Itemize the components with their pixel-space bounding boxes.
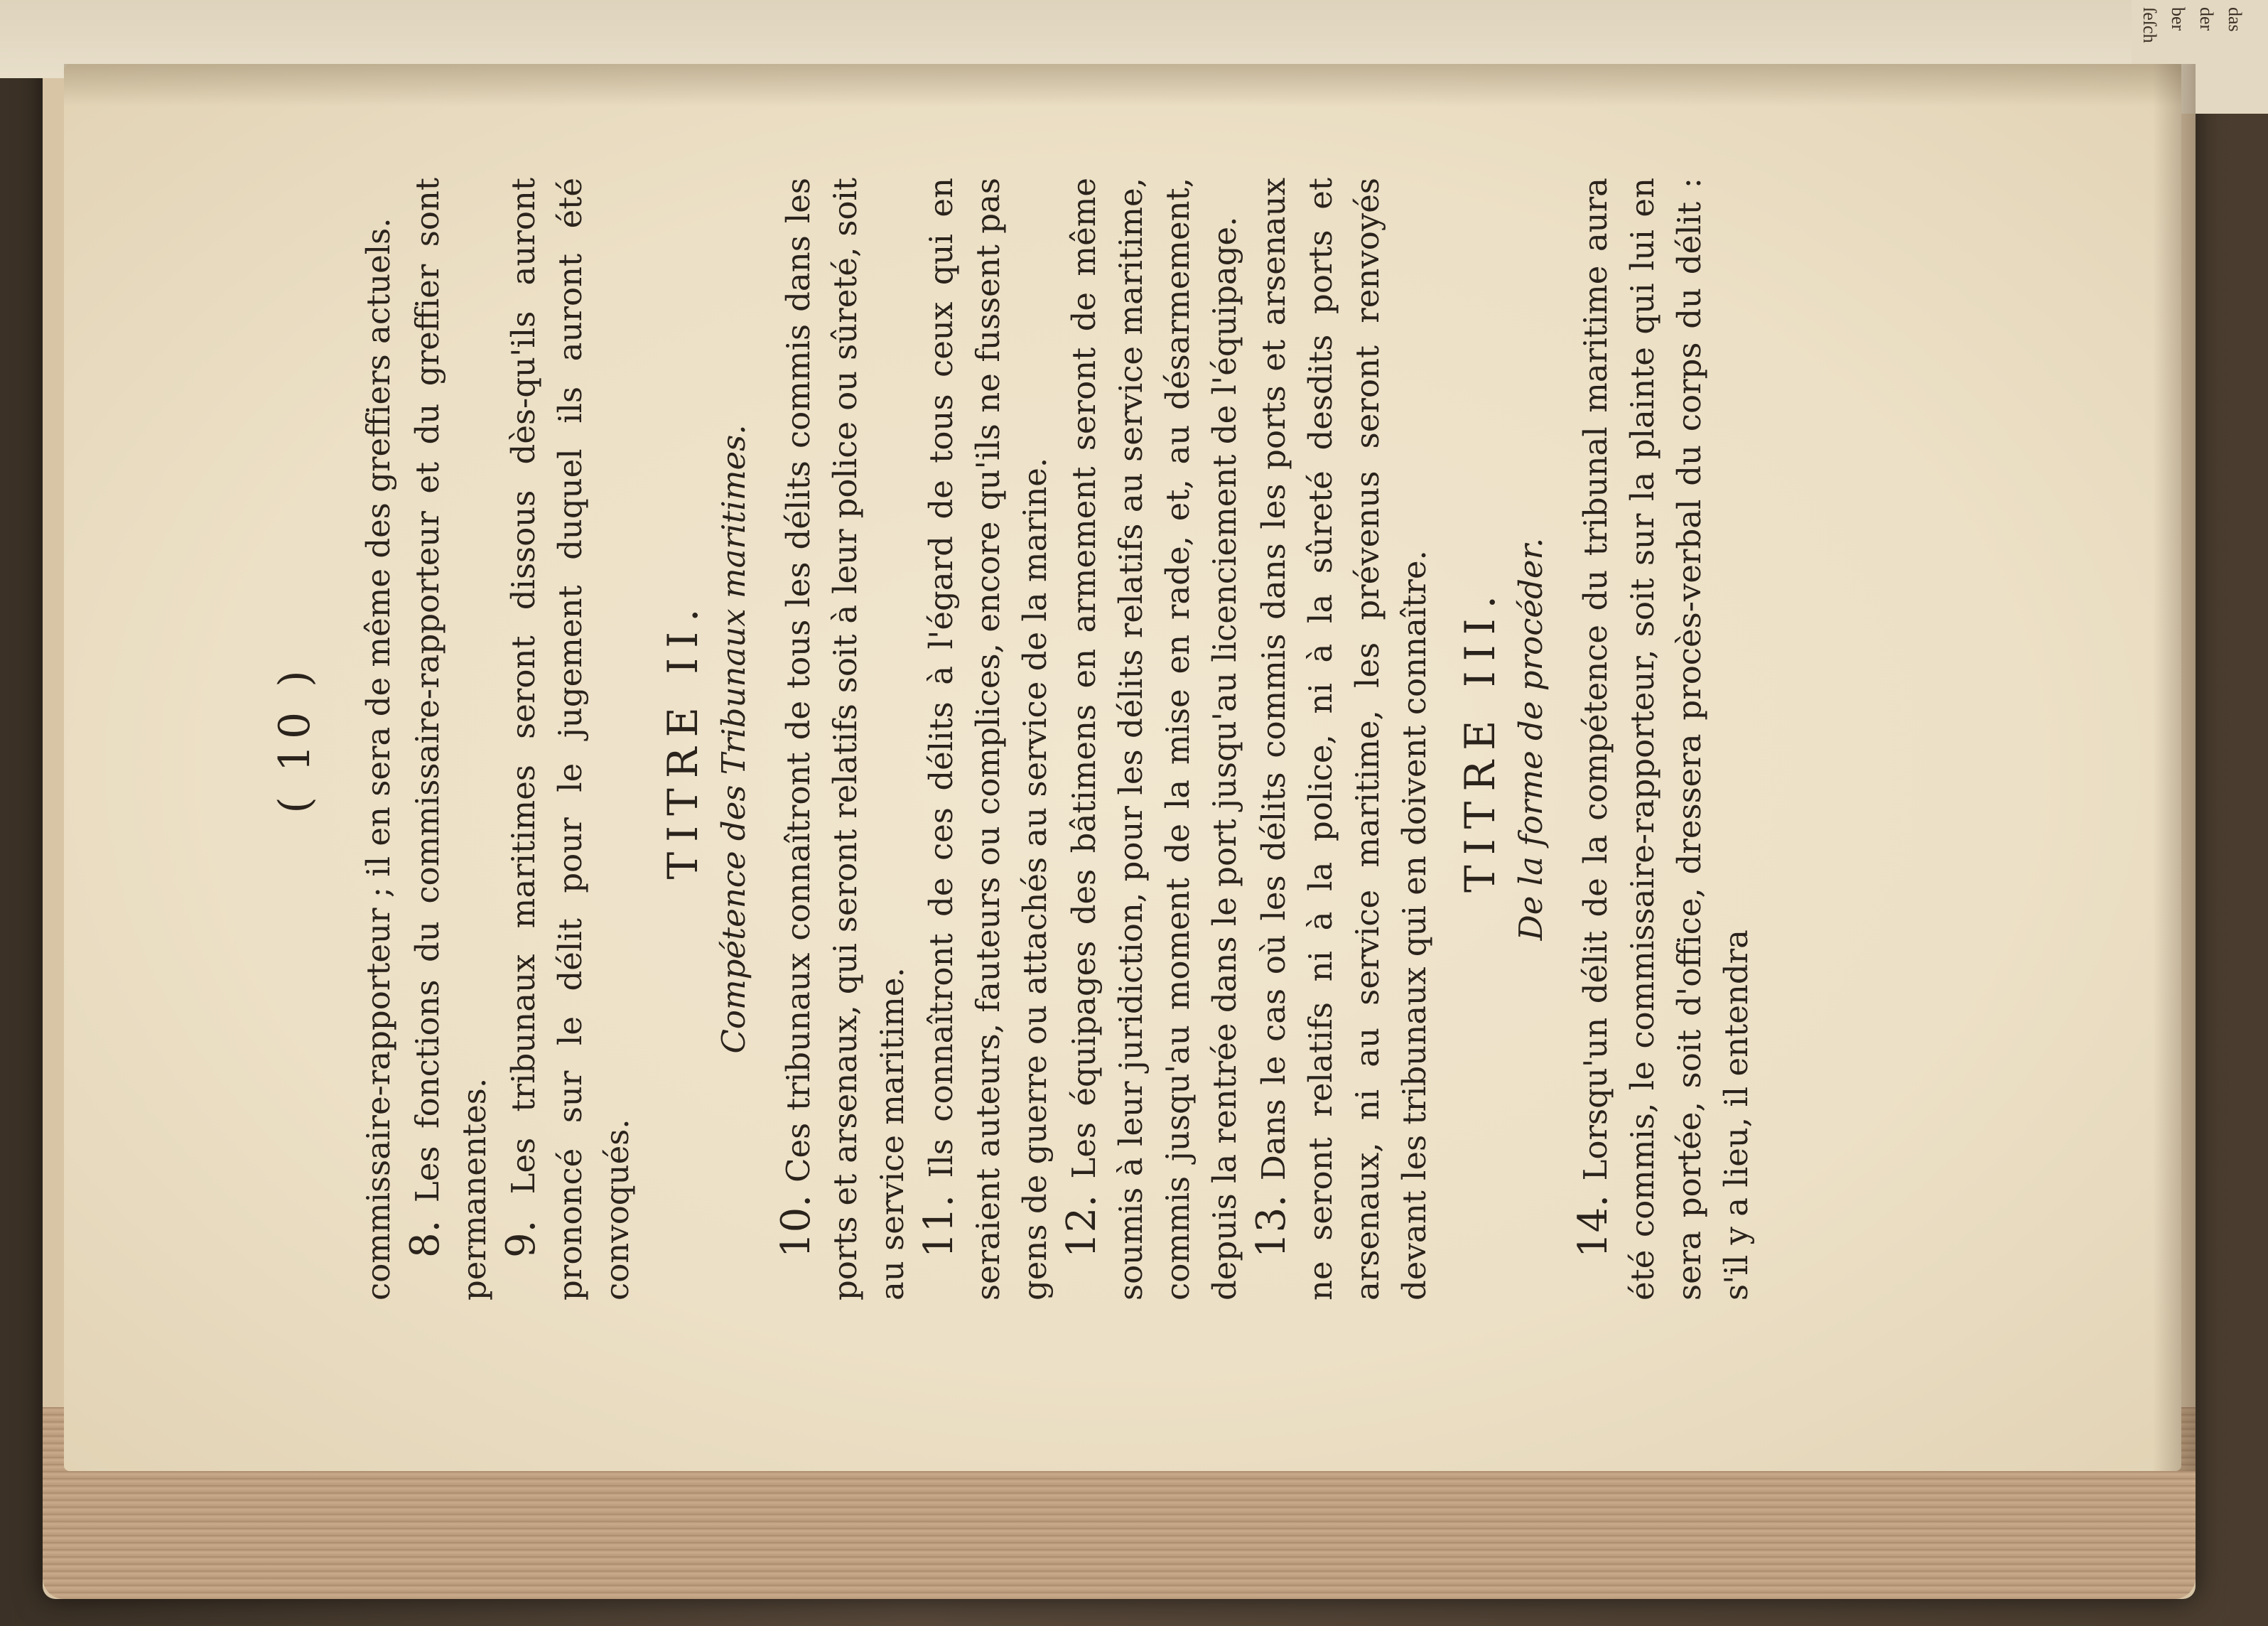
article-number: 10. — [773, 1194, 819, 1258]
article-number: 8. — [402, 1220, 448, 1258]
article-number: 9. — [498, 1220, 544, 1258]
page-body — [355, 178, 1760, 1301]
page-edge-shadow — [2153, 64, 2196, 1471]
article-13 — [1248, 178, 1438, 1301]
article-text: Les tribunaux maritimes seront dissous dès-qu'ils auront prononcé sur le délit pour le jugement duquel ils auront été convoqués. — [504, 178, 636, 1301]
article-14 — [1570, 178, 1760, 1301]
paragraph-continuation: commissaire-rapporteur ; il en sera de même des greffiers actuels. — [360, 217, 397, 1301]
page-text-rotated — [242, 135, 2018, 1343]
article-text: Les équipages des bâtimens en armement seront de même soumis à leur juridiction, pour les délits relatifs au service maritime, commis jusqu'au moment de la mise en rade, et, au désarmement, depuis la rentrée dans le port jusqu'au licenciement de l'équipage. — [1065, 178, 1243, 1301]
section-subtitle-3: De la forme de procéder. — [1512, 537, 1550, 941]
page-number: ( 10 ) — [270, 664, 320, 814]
article-number: 12. — [1059, 1194, 1105, 1258]
facing-word: ſeſch — [2139, 7, 2160, 43]
article-10 — [773, 178, 916, 1301]
article-text: Ces tribunaux connaîtront de tous les délits commis dans les ports et arsenaux, qui seront relatifs soit à leur police ou sûreté, soit au service maritime. — [779, 178, 911, 1301]
section-title-3: TITRE III. — [1456, 586, 1504, 893]
article-number: 13. — [1248, 1194, 1295, 1258]
facing-word: ber — [2168, 7, 2188, 31]
article-9 — [498, 178, 641, 1301]
article-text: Dans le cas où les délits commis dans les ports et arsenaux ne seront relatifs ni à la police, ni à la sûreté desdits ports et arsenaux, ni au service maritime, les prévenus seront renvoyés devant les tribunaux qui en doivent connaître. — [1255, 178, 1433, 1301]
article-number: 14. — [1570, 1194, 1616, 1258]
article-text: Lorsqu'un délit de la compétence du tribunal maritime aura été commis, le commissaire-rapporteur, soit sur la plainte qui lui en sera portée, soit d'office, dressera procès-verbal du corps du délit : s'il y a lieu, il entendra — [1577, 178, 1755, 1301]
article-11 — [916, 178, 1059, 1301]
section-subtitle-2: Compétence des Tribunaux maritimes. — [715, 424, 752, 1054]
article-8 — [402, 178, 498, 1301]
page-gutter-shadow — [64, 64, 2181, 107]
article-text: Les fonctions du commissaire-rapporteur et du greffier sont permanentes. — [409, 178, 493, 1301]
facing-word: das — [2225, 7, 2245, 32]
article-12 — [1059, 178, 1248, 1301]
facing-word: der — [2196, 7, 2217, 31]
article-text: Ils connaîtront de ces délits à l'égard de tous ceux qui en seraient auteurs, fauteurs ou complices, encore qu'ils ne fussent pas gens de guerre ou attachés au service de la marine. — [922, 177, 1054, 1301]
section-title-2: TITRE II. — [659, 598, 707, 880]
article-number: 11. — [916, 1194, 962, 1258]
